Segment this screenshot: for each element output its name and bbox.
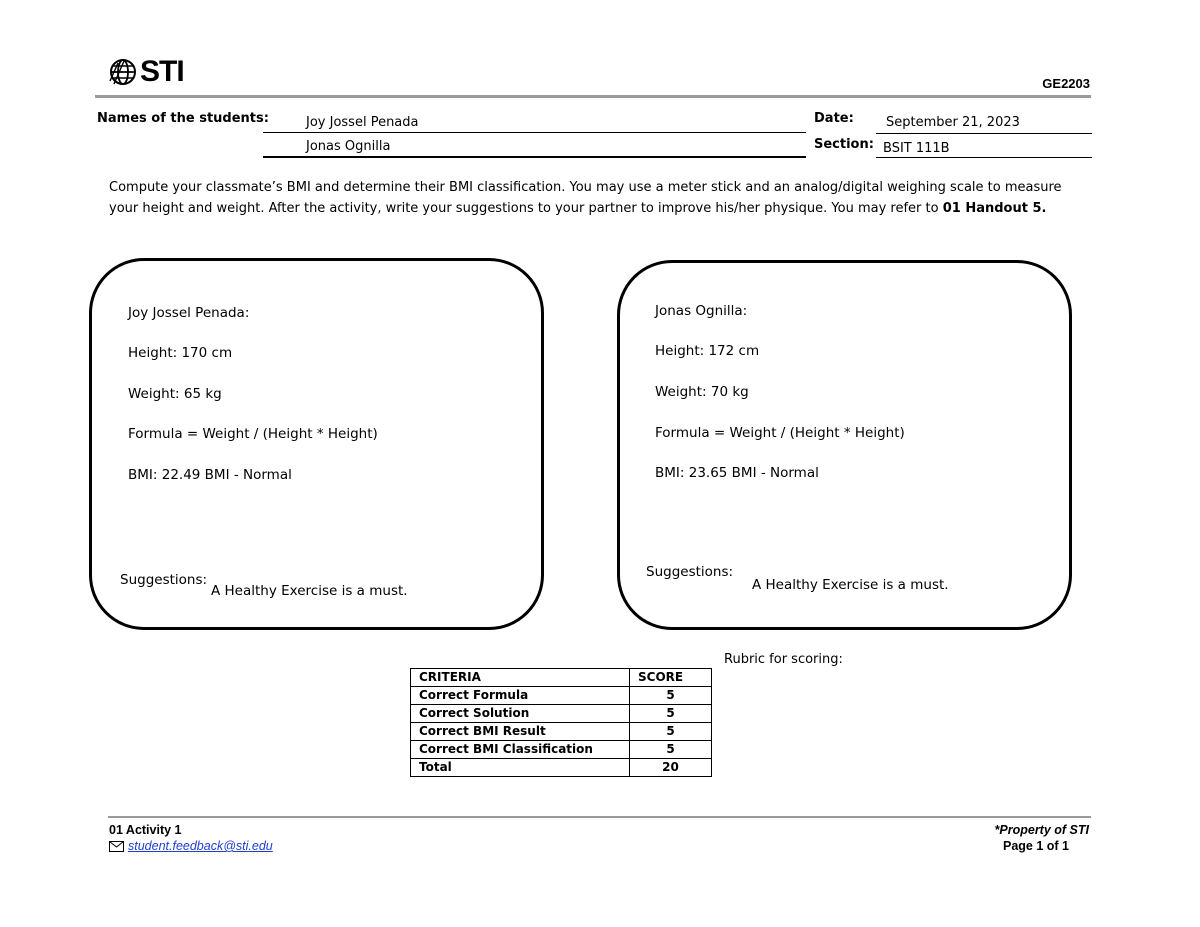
footer-page-number: Page 1 of 1 (1003, 839, 1069, 853)
rubric-score-cell: 5 (630, 741, 712, 759)
card2-name: Jonas Ognilla: (655, 303, 748, 319)
student-name-2: Jonas Ognilla (306, 139, 391, 154)
globe-icon (108, 57, 138, 87)
rubric-total-label: Total (411, 759, 630, 777)
rubric-criteria-cell: Correct BMI Classification (411, 741, 630, 759)
rubric-header-criteria: CRITERIA (411, 669, 630, 687)
card1-suggestion: A Healthy Exercise is a must. (211, 583, 408, 599)
card1-height: Height: 170 cm (128, 345, 233, 361)
section-label: Section: (814, 137, 874, 152)
card1-weight: Weight: 65 kg (128, 386, 222, 402)
date-value: September 21, 2023 (886, 115, 1020, 130)
logo-text: STI (140, 55, 184, 88)
footer-rule (108, 816, 1091, 818)
footer-activity: 01 Activity 1 (109, 823, 182, 837)
card1-suggestions-label: Suggestions: (120, 572, 208, 588)
feedback-email-link[interactable]: student.feedback@sti.edu (128, 839, 273, 853)
instructions-text: Compute your classmate’s BMI and determine their BMI classification. You may use a meter stick and an analog/digital weighing scale to measure your height and weight. After the activity, write your suggestions to your partner to improve his/her physique. You may refer to (109, 180, 1062, 216)
card1-formula: Formula = Weight / (Height * Height) (128, 426, 378, 442)
rubric-table (410, 668, 712, 777)
sti-logo (108, 54, 184, 90)
rubric-score-cell: 5 (630, 723, 712, 741)
names-label: Names of the students: (97, 111, 269, 126)
table-row (411, 723, 712, 741)
card1-bmi: BMI: 22.49 BMI - Normal (128, 467, 292, 483)
envelope-icon (109, 841, 124, 852)
table-row (411, 759, 712, 777)
date-label: Date: (814, 111, 854, 126)
rubric-criteria-cell: Correct BMI Result (411, 723, 630, 741)
course-code: GE2203 (1042, 76, 1090, 91)
card2-formula: Formula = Weight / (Height * Height) (655, 425, 905, 441)
rubric-header-row (411, 669, 712, 687)
rubric-header-score: SCORE (630, 669, 712, 687)
card1-name: Joy Jossel Penada: (128, 305, 250, 321)
student-1-underline (263, 132, 806, 133)
section-underline (876, 157, 1092, 158)
section-value: BSIT 111B (883, 141, 950, 156)
rubric-title: Rubric for scoring: (724, 652, 843, 667)
card2-suggestions-label: Suggestions: (646, 564, 734, 580)
rubric-score-cell: 5 (630, 705, 712, 723)
student-2-underline (263, 156, 806, 158)
footer-property: *Property of STI (994, 823, 1089, 837)
rubric-criteria-cell: Correct Formula (411, 687, 630, 705)
table-row (411, 705, 712, 723)
card2-height: Height: 172 cm (655, 343, 760, 359)
date-underline (876, 133, 1092, 134)
student-name-1: Joy Jossel Penada (306, 115, 419, 130)
rubric-score-cell: 5 (630, 687, 712, 705)
header-rule (95, 95, 1091, 98)
rubric-total-score: 20 (630, 759, 712, 777)
card2-suggestion: A Healthy Exercise is a must. (752, 577, 949, 593)
footer-email-row (109, 839, 273, 853)
card2-bmi: BMI: 23.65 BMI - Normal (655, 465, 819, 481)
rubric-criteria-cell: Correct Solution (411, 705, 630, 723)
instructions-reference: 01 Handout 5. (942, 200, 1047, 216)
instructions (109, 178, 1074, 219)
table-row (411, 687, 712, 705)
table-row (411, 741, 712, 759)
card2-weight: Weight: 70 kg (655, 384, 749, 400)
